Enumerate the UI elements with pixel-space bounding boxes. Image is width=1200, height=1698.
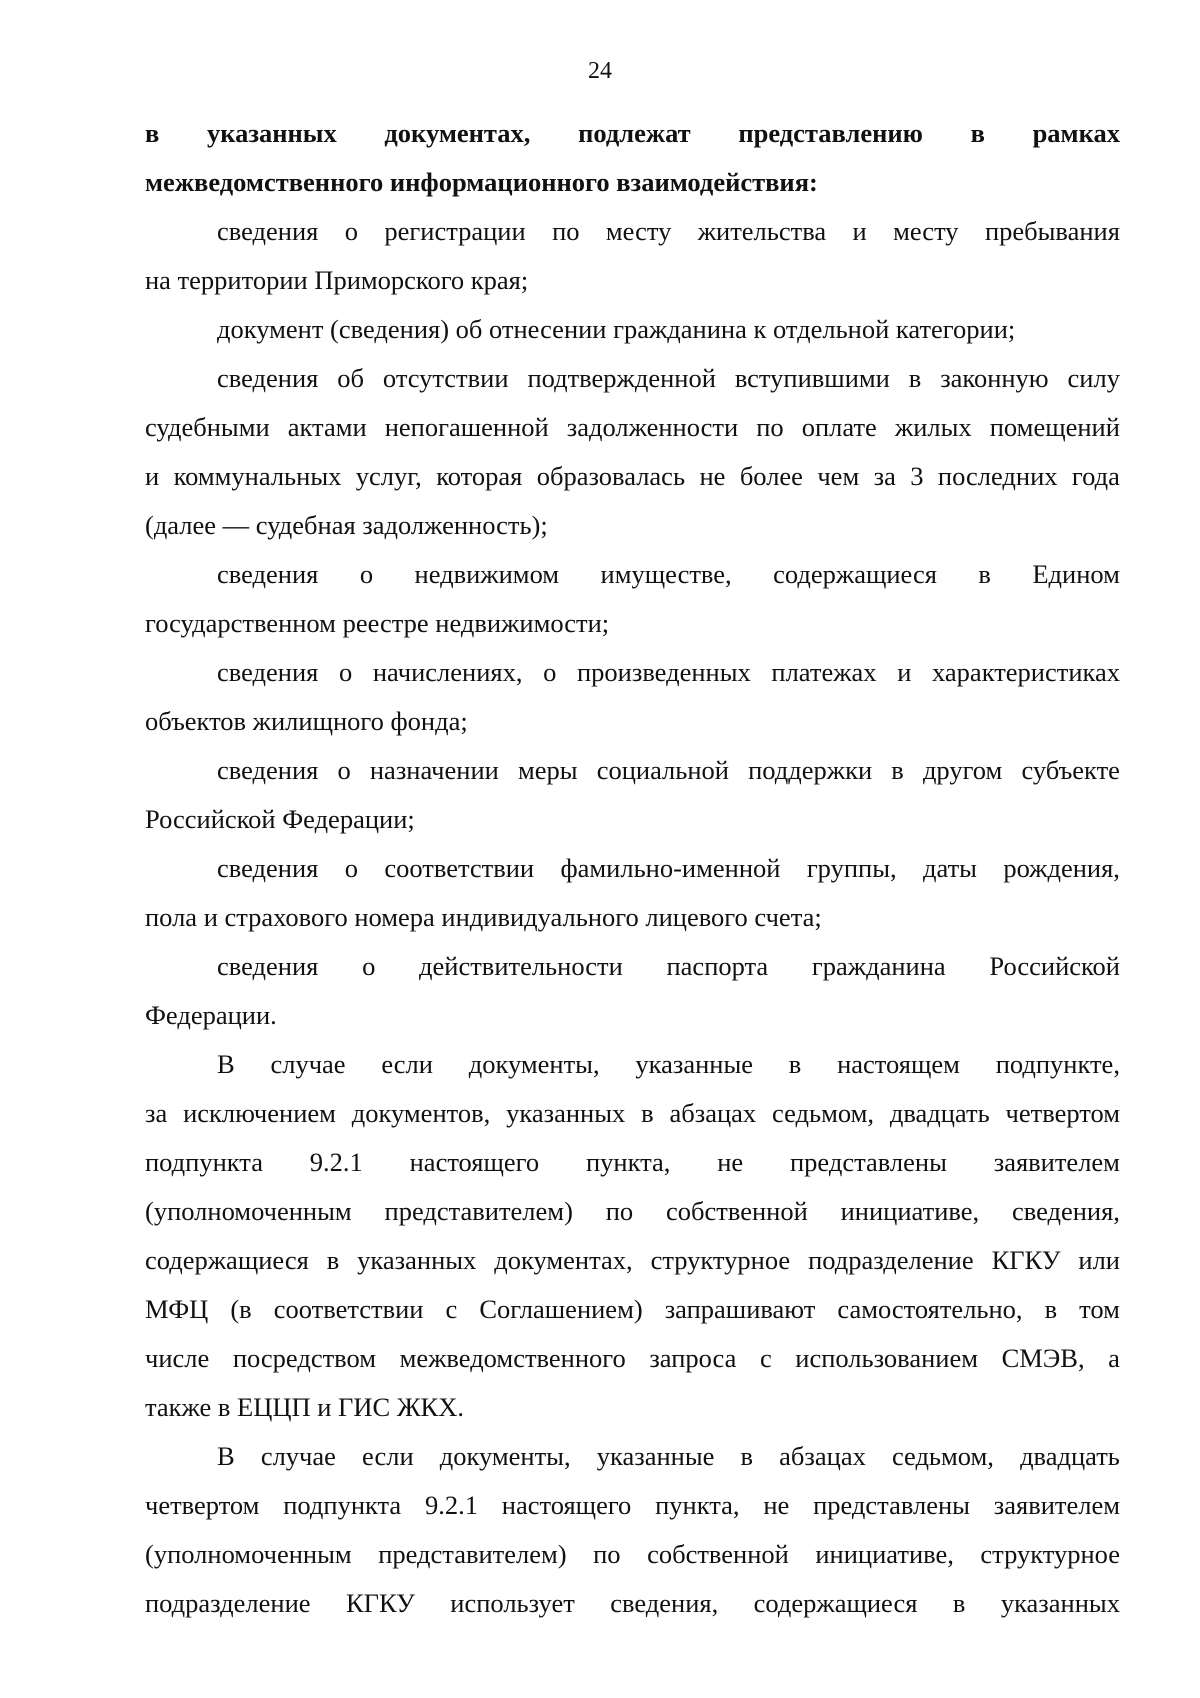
text-line: межведомственного информационного взаимодействия: xyxy=(145,167,818,197)
word: пункта, xyxy=(585,1147,671,1177)
word: заявителем xyxy=(993,1490,1120,1520)
word: использованием xyxy=(795,1343,978,1373)
word: коммунальных xyxy=(173,461,342,491)
word: даты xyxy=(923,853,977,883)
word: начислениях, xyxy=(372,657,523,687)
text-line xyxy=(145,1145,1120,1179)
word: недвижимом xyxy=(414,559,560,589)
word: запроса xyxy=(649,1343,737,1373)
word: сведения xyxy=(217,559,319,589)
text-line xyxy=(217,557,1120,591)
word: (в xyxy=(230,1294,252,1324)
text-line: документ (сведения) об отнесении гражданина к отдельной категории; xyxy=(217,314,1016,344)
word: более xyxy=(739,461,803,491)
word: документы, xyxy=(439,1441,571,1471)
word: в xyxy=(908,363,922,393)
word: содержащиеся xyxy=(145,1245,309,1275)
word: в xyxy=(788,1049,802,1079)
word: в xyxy=(641,1098,654,1128)
word: не xyxy=(699,461,726,491)
word: указанных xyxy=(506,1098,626,1128)
word: помещений xyxy=(989,412,1120,442)
word: собственной xyxy=(666,1196,808,1226)
word: Едином xyxy=(1032,559,1120,589)
word: поддержки xyxy=(748,755,873,785)
word: В xyxy=(217,1441,235,1471)
word: не xyxy=(763,1490,790,1520)
word: если xyxy=(381,1049,433,1079)
word: 9.2.1 xyxy=(309,1147,363,1177)
word: сведения xyxy=(217,363,319,393)
text-line: Российской Федерации; xyxy=(145,804,415,834)
word: исключением xyxy=(183,1098,336,1128)
word: Соглашением) xyxy=(479,1294,643,1324)
word: о xyxy=(338,657,353,687)
word: случае xyxy=(270,1049,346,1079)
word: и xyxy=(897,657,912,687)
word: представлены xyxy=(790,1147,947,1177)
word: об xyxy=(337,363,364,393)
word: использует xyxy=(450,1588,575,1618)
word: собственной xyxy=(647,1539,789,1569)
word: сведения xyxy=(217,216,319,246)
word: сведения xyxy=(217,951,319,981)
word: КГКУ xyxy=(991,1245,1061,1275)
word: представлению xyxy=(738,118,923,148)
word: года xyxy=(1071,461,1120,491)
word: или xyxy=(1078,1245,1120,1275)
word: в xyxy=(145,118,160,148)
word: структурное xyxy=(980,1539,1120,1569)
word: документах, xyxy=(384,118,531,148)
word: действительности xyxy=(419,951,623,981)
word: сведения xyxy=(217,657,319,687)
word: субъекте xyxy=(1021,755,1120,785)
word: документах, xyxy=(494,1245,633,1275)
word: оплате xyxy=(801,412,877,442)
word: другом xyxy=(922,755,1003,785)
word: месту xyxy=(893,216,959,246)
word: в xyxy=(952,1588,966,1618)
text-line xyxy=(217,361,1120,395)
word: посредством xyxy=(232,1343,377,1373)
word: по xyxy=(756,412,784,442)
text-line xyxy=(217,753,1120,787)
word: документы, xyxy=(468,1049,600,1079)
word: в xyxy=(740,1441,754,1471)
word: последних xyxy=(937,461,1058,491)
word: двадцать xyxy=(1020,1441,1120,1471)
text-line: объектов жилищного фонда; xyxy=(145,706,468,736)
text-line xyxy=(145,1537,1120,1571)
word: представлены xyxy=(813,1490,970,1520)
word: гражданина xyxy=(811,951,946,981)
word: указанных xyxy=(357,1245,477,1275)
word: которая xyxy=(436,461,523,491)
word: (уполномоченным xyxy=(145,1196,352,1226)
text-line xyxy=(145,1292,1120,1326)
text-line xyxy=(217,214,1120,248)
text-line xyxy=(217,655,1120,689)
word: 9.2.1 xyxy=(425,1490,478,1520)
word: межведомственного xyxy=(399,1343,626,1373)
text-line xyxy=(217,851,1120,885)
word: настоящего xyxy=(501,1490,632,1520)
word: услуг, xyxy=(355,461,422,491)
word: меры xyxy=(517,755,578,785)
word: самостоятельно, xyxy=(837,1294,1023,1324)
word: абзацах xyxy=(779,1441,866,1471)
word: о xyxy=(344,853,358,883)
word: сведения xyxy=(217,853,319,883)
word: соответствии xyxy=(384,853,535,883)
word: седьмом, xyxy=(891,1441,994,1471)
word: подпункта xyxy=(145,1147,263,1177)
word: двадцать xyxy=(889,1098,990,1128)
word: вступившими xyxy=(734,363,890,393)
word: о xyxy=(337,755,351,785)
word: пребывания xyxy=(984,216,1120,246)
word: рождения, xyxy=(1003,853,1120,883)
word: а xyxy=(1108,1343,1120,1373)
word: в xyxy=(1044,1294,1058,1324)
word: настоящего xyxy=(409,1147,540,1177)
text-line xyxy=(145,1488,1120,1522)
word: имуществе, xyxy=(600,559,732,589)
word: группы, xyxy=(806,853,897,883)
word: сведения xyxy=(217,755,319,785)
word: указанных xyxy=(206,118,337,148)
word: силу xyxy=(1067,363,1120,393)
word: том xyxy=(1079,1294,1120,1324)
text-line xyxy=(145,1341,1120,1375)
page-number: 24 xyxy=(588,58,612,84)
word: рамках xyxy=(1032,118,1120,148)
word: произведенных xyxy=(576,657,751,687)
word: регистрации xyxy=(384,216,526,246)
word: представителем) xyxy=(378,1539,567,1569)
text-line xyxy=(145,116,1120,150)
text-line xyxy=(145,459,1120,493)
word: сведения, xyxy=(610,1588,719,1618)
word: четвертом xyxy=(1005,1098,1120,1128)
word: (уполномоченным xyxy=(145,1539,352,1569)
text-line: (далее — судебная задолженность); xyxy=(145,510,548,540)
word: задолженности xyxy=(566,412,739,442)
word: содержащиеся xyxy=(753,1588,918,1618)
word: сведения, xyxy=(1011,1196,1120,1226)
word: указанные xyxy=(596,1441,715,1471)
word: инициативе, xyxy=(840,1196,980,1226)
word: за xyxy=(145,1098,168,1128)
text-line xyxy=(145,1096,1120,1130)
word: непогашенной xyxy=(384,412,549,442)
word: соответствии xyxy=(273,1294,424,1324)
word: указанных xyxy=(1000,1588,1120,1618)
word: седьмом, xyxy=(772,1098,874,1128)
word: жительства xyxy=(697,216,827,246)
word: платежах xyxy=(771,657,877,687)
word: в xyxy=(891,755,904,785)
text-line xyxy=(217,1047,1120,1081)
word: социальной xyxy=(596,755,729,785)
word: о xyxy=(543,657,557,687)
word: подразделение xyxy=(145,1588,311,1618)
word: назначении xyxy=(369,755,499,785)
word: представителем) xyxy=(384,1196,573,1226)
word: о xyxy=(344,216,358,246)
word: жилых xyxy=(894,412,972,442)
text-line: на территории Приморского края; xyxy=(145,265,529,295)
word: в xyxy=(326,1245,340,1275)
word: в xyxy=(978,559,991,589)
word: 3 xyxy=(910,461,924,491)
word: месту xyxy=(605,216,672,246)
word: подразделение xyxy=(808,1245,974,1275)
word: числе xyxy=(145,1343,210,1373)
word: актами xyxy=(287,412,367,442)
word: о xyxy=(362,951,376,981)
word: инициативе, xyxy=(815,1539,954,1569)
text-line xyxy=(217,949,1120,983)
word: отсутствии xyxy=(382,363,509,393)
word: подпункте, xyxy=(995,1049,1120,1079)
word: запрашивают xyxy=(664,1294,816,1324)
text-line xyxy=(145,1194,1120,1228)
word: пункта, xyxy=(655,1490,740,1520)
word: абзацах xyxy=(669,1098,757,1128)
word: за xyxy=(873,461,896,491)
word: характеристиках xyxy=(932,657,1120,687)
word: по xyxy=(605,1196,634,1226)
word: паспорта xyxy=(666,951,769,981)
word: чем xyxy=(817,461,860,491)
word: КГКУ xyxy=(345,1588,415,1618)
word: указанные xyxy=(635,1049,754,1079)
text-line xyxy=(217,1439,1120,1473)
word: структурное xyxy=(650,1245,791,1275)
word: законную xyxy=(940,363,1049,393)
word: В xyxy=(217,1049,235,1079)
word: подтвержденной xyxy=(527,363,716,393)
word: по xyxy=(552,216,580,246)
text-line: Федерации. xyxy=(145,1000,277,1030)
word: и xyxy=(145,461,160,491)
word: если xyxy=(362,1441,414,1471)
text-line: государственном реестре недвижимости; xyxy=(145,608,610,638)
word: подлежат xyxy=(578,118,691,148)
word: не xyxy=(717,1147,744,1177)
word: по xyxy=(593,1539,621,1569)
text-line: также в ЕЦЦП и ГИС ЖКХ. xyxy=(145,1392,464,1422)
word: МФЦ xyxy=(145,1294,209,1324)
word: заявителем xyxy=(993,1147,1120,1177)
word: и xyxy=(852,216,867,246)
word: настоящем xyxy=(837,1049,960,1079)
word: случае xyxy=(260,1441,336,1471)
word: четвертом xyxy=(145,1490,260,1520)
text-line xyxy=(145,1586,1120,1620)
word: СМЭВ, xyxy=(1001,1343,1085,1373)
word: Российской xyxy=(989,951,1120,981)
text-line: пола и страхового номера индивидуального лицевого счета; xyxy=(145,902,822,932)
word: содержащиеся xyxy=(773,559,937,589)
word: судебными xyxy=(145,412,270,442)
word: в xyxy=(970,118,985,148)
word: подпункта xyxy=(283,1490,402,1520)
word: с xyxy=(759,1343,772,1373)
word: образовалась xyxy=(536,461,686,491)
word: о xyxy=(359,559,374,589)
word: с xyxy=(445,1294,458,1324)
word: документов, xyxy=(351,1098,491,1128)
word: фамильно-именной xyxy=(560,853,781,883)
text-line xyxy=(145,410,1120,444)
text-line xyxy=(145,1243,1120,1277)
